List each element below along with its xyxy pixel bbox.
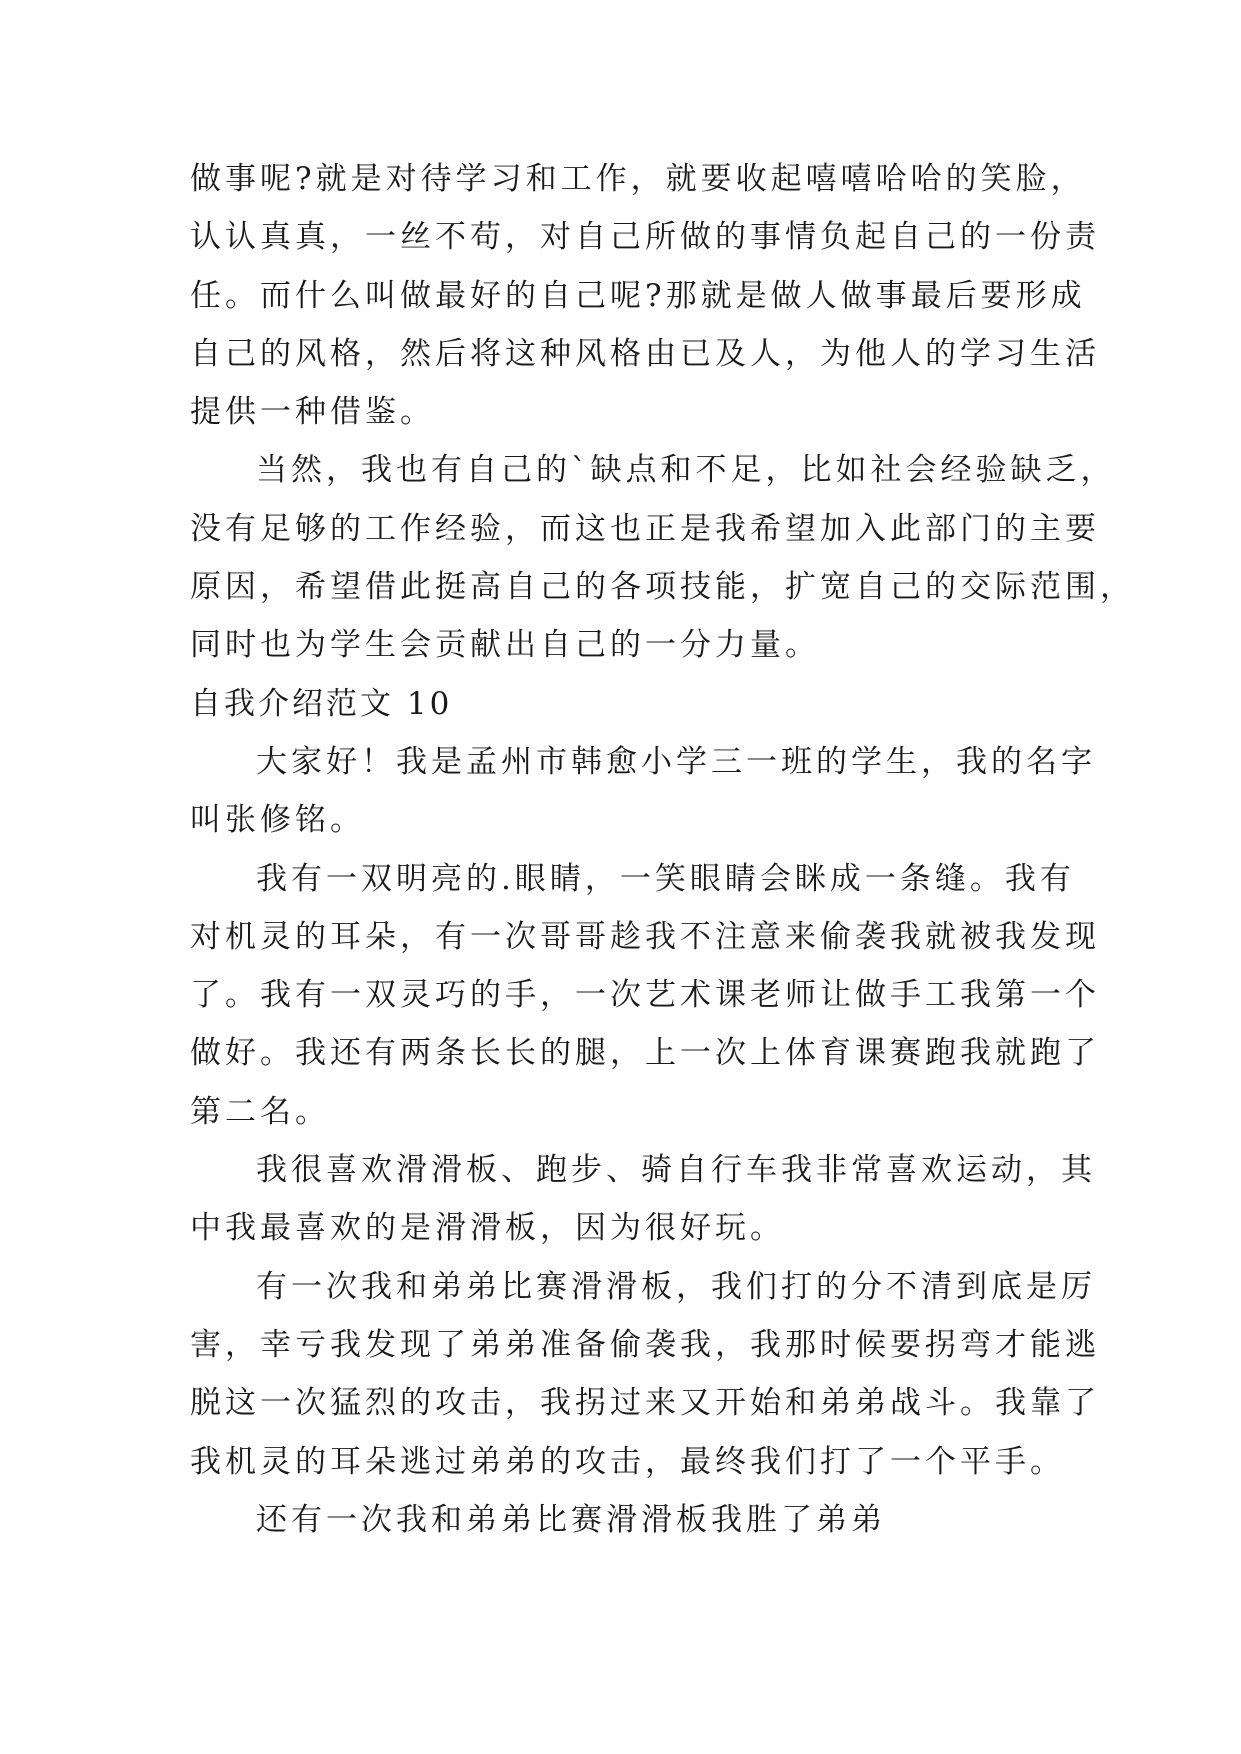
text-line: 脱这一次猛烈的攻击，我拐过来又开始和弟弟战斗。我靠了 [190, 1385, 1100, 1422]
text-line: 中我最喜欢的是滑滑板，因为很好玩。 [190, 1210, 785, 1247]
document-body [190, 150, 1135, 1549]
text-line: 我有一双明亮的.眼睛，一笑眼睛会眯成一条缝。我有 [256, 860, 1075, 897]
text-line: 大家好！我是孟州市韩愈小学三一班的学生，我的名字 [256, 743, 1096, 780]
text-line: 了。我有一双灵巧的手，一次艺术课老师让做手工我第一个 [190, 977, 1100, 1014]
text-line: 做好。我还有两条长长的腿，上一次上体育课赛跑我就跑了 [190, 1035, 1100, 1072]
section-title: 自我介绍范文 10 [190, 685, 453, 722]
text-line: 害，幸亏我发现了弟弟准备偷袭我，我那时候要拐弯才能逃 [190, 1326, 1100, 1363]
paragraph [190, 441, 1135, 674]
text-line: 认认真真，一丝不苟，对自己所做的事情负起自己的一份责 [190, 219, 1100, 256]
text-line: 第二名。 [190, 1093, 330, 1130]
text-line: 同时也为学生会贡献出自己的一分力量。 [190, 627, 820, 664]
paragraph [190, 1141, 1096, 1258]
text-line: 当然，我也有自己的`缺点和不足，比如社会经验缺乏， [256, 452, 1116, 489]
text-line: 原因，希望借此挺高自己的各项技能，扩宽自己的交际范围， [190, 569, 1135, 606]
text-line: 叫张修铭。 [190, 802, 365, 839]
text-line: 提供一种借鉴。 [190, 394, 435, 431]
text-line: 有一次我和弟弟比赛滑滑板，我们打的分不清到底是厉 [256, 1268, 1096, 1305]
paragraph [190, 1491, 1060, 1549]
text-line: 任。而什么叫做最好的自己呢?那就是做人做事最后要形成 [190, 277, 1086, 314]
text-line: 还有一次我和弟弟比赛滑滑板我胜了弟弟 [256, 1501, 886, 1538]
text-line: 我机灵的耳朵逃过弟弟的攻击，最终我们打了一个平手。 [190, 1443, 1065, 1480]
text-line: 对机灵的耳朵，有一次哥哥趁我不注意来偷袭我就被我发现 [190, 918, 1100, 955]
text-line: 做事呢?就是对待学习和工作，就要收起嘻嘻哈哈的笑脸， [190, 161, 1086, 197]
paragraph [190, 1258, 1100, 1491]
text-line: 没有足够的工作经验，而这也正是我希望加入此部门的主要 [190, 510, 1100, 547]
text-line: 自己的风格，然后将这种风格由已及人，为他人的学习生活 [190, 335, 1100, 372]
paragraph [190, 850, 1100, 1141]
paragraph [190, 150, 1100, 441]
text-line: 我很喜欢滑滑板、跑步、骑自行车我非常喜欢运动，其 [256, 1152, 1096, 1189]
paragraph [190, 733, 1096, 850]
